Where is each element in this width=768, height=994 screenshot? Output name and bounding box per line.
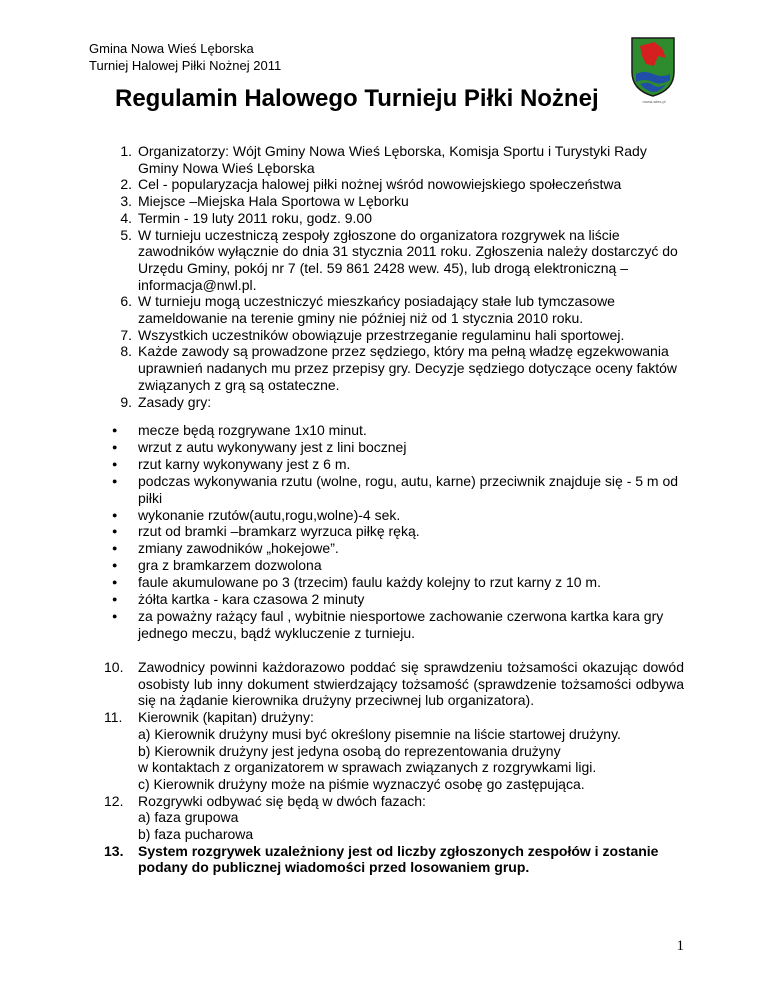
item-number: 5. (120, 226, 132, 243)
game-rules-list (112, 422, 684, 642)
sub-item: a) Kierownik drużyny musi być określony pisemnie na liście startowej drużyny. (138, 725, 621, 742)
sub-item: b) faza pucharowa (138, 826, 254, 843)
regulation-list (104, 143, 684, 410)
item-text: W turnieju mogą uczestniczyć mieszkańcy posiadający stałe lub tymczasowe zameldowanie na terenie gminy nie później niż od 1 stycznia 2010 roku. (138, 293, 615, 327)
crest-caption: nowa-wies.pl (642, 99, 666, 104)
list-item (104, 293, 684, 326)
list-item (104, 394, 684, 411)
rule-item: ● zmiany zawodników „hokejowe”. (112, 540, 684, 557)
item-number: 8. (120, 343, 132, 360)
rule-item: ● faule akumulowane po 3 (trzecim) faulu każdy kolejny to rzut karny z 10 m. (112, 574, 684, 591)
item-text: Wszystkich uczestników obowiązuje przestrzeganie regulaminu hali sportowej. (138, 326, 625, 343)
list-item (104, 843, 684, 876)
item-text: Zasady gry: (138, 393, 212, 410)
item-text: Cel - popularyzacja halowej piłki nożnej wśród nowowiejskiego społeczeństwa (138, 176, 622, 193)
list-item (104, 793, 684, 843)
list-item (104, 327, 684, 344)
item-text: Zawodnicy powinni każdorazowo poddać się sprawdzeniu tożsamości okazując dowód osobisty lub inny dokument stwierdzający tożsamość (sprawdzenie tożsamości odbywa się na żądanie kierownika drużyny przeciwnej lub organizatora). (138, 659, 684, 709)
item-text: Kierownik (kapitan) drużyny: (138, 709, 314, 726)
regulation-list-continued (104, 659, 684, 876)
item-number: 4. (120, 209, 132, 226)
rule-item: ● gra z bramkarzem dozwolona (112, 557, 684, 574)
item-number: 3. (120, 193, 132, 210)
item-number: 1. (120, 143, 132, 159)
item-number: 13. (104, 842, 124, 859)
list-item (104, 143, 684, 176)
page-number: 1 (676, 938, 684, 954)
item-number: 9. (120, 393, 132, 410)
item-number: 7. (120, 326, 132, 343)
coat-of-arms-icon (630, 36, 676, 98)
list-item (104, 176, 684, 193)
sub-item: w kontaktach z organizatorem w sprawach związanych z rozgrywkami ligi. (138, 759, 597, 776)
rule-item: ● rzut od bramki –bramkarz wyrzuca piłkę ręką. (112, 523, 684, 540)
item-number: 2. (120, 176, 132, 193)
item-number: 12. (104, 792, 124, 809)
rule-item: ● żółta kartka - kara czasowa 2 minuty (112, 591, 684, 608)
rule-item: ● rzut karny wykonywany jest z 6 m. (112, 456, 684, 473)
list-item (104, 193, 684, 210)
sub-item: a) faza grupowa (138, 809, 239, 826)
list-item (104, 659, 684, 709)
item-text: Miejsce –Miejska Hala Sportowa w Lęborku (138, 193, 409, 210)
sub-item: b) Kierownik drużyny jest jedyna osobą do reprezentowania drużyny (138, 742, 561, 759)
list-item (104, 343, 684, 393)
item-text: Rozgrywki odbywać się będą w dwóch fazach: (138, 792, 426, 809)
rule-item: ● mecze będą rozgrywane 1x10 minut. (112, 422, 684, 439)
item-text: Każde zawody są prowadzone przez sędziego, który ma pełną władzę egzekwowania uprawnień nadanych mu przez przepisy gry. Decyzje sędziego dotyczące oceny faktów związanych z grą są ostateczne. (138, 343, 678, 393)
item-text: System rozgrywek uzależniony jest od liczby zgłoszonych zespołów i zostanie podany do publicznej wiadomości przed losowaniem grup. (138, 842, 659, 876)
item-number: 11. (104, 709, 123, 726)
item-number: 10. (104, 659, 124, 675)
page-title: Regulamin Halowego Turnieju Piłki Nożnej (115, 85, 599, 112)
item-number: 6. (120, 293, 132, 310)
rule-item: ● podczas wykonywania rzutu (wolne, rogu, autu, karne) przeciwnik znajduje się - 5 m od piłki (112, 473, 684, 507)
item-text: Organizatorzy: Wójt Gminy Nowa Wieś Lęborska, Komisja Sportu i Turystyki Rady Gminy Nowa Wieś Lęborska (138, 143, 647, 176)
header-municipality: Gmina Nowa Wieś Lęborska (89, 41, 254, 56)
list-item (104, 210, 684, 227)
list-item (104, 227, 684, 294)
sub-item: c) Kierownik drużyny może na piśmie wyznaczyć osobę go zastępująca. (138, 775, 585, 792)
rule-item: ● za poważny rażący faul , wybitnie niesportowe zachowanie czerwona kartka kara gry jednego meczu, bądź wykluczenie z turnieju. (112, 608, 684, 642)
header-event: Turniej Halowej Piłki Nożnej 2011 (89, 58, 282, 73)
list-item (104, 709, 684, 793)
rule-item: ● wrzut z autu wykonywany jest z lini bocznej (112, 439, 684, 456)
item-text: W turnieju uczestniczą zespoły zgłoszone do organizatora rozgrywek na liście zawodników wyłącznie do dnia 31 stycznia 2011 roku. Zgłoszenia należy dostarczyć do Urzędu Gminy, pokój nr 7 (tel. 59 861 2428 wew. 45), lub drogą elektroniczną – informacja@nwl.pl. (138, 226, 678, 293)
item-text: Termin - 19 luty 2011 roku, godz. 9.00 (138, 209, 372, 226)
rule-item: ● wykonanie rzutów(autu,rogu,wolne)-4 sek. (112, 507, 684, 524)
